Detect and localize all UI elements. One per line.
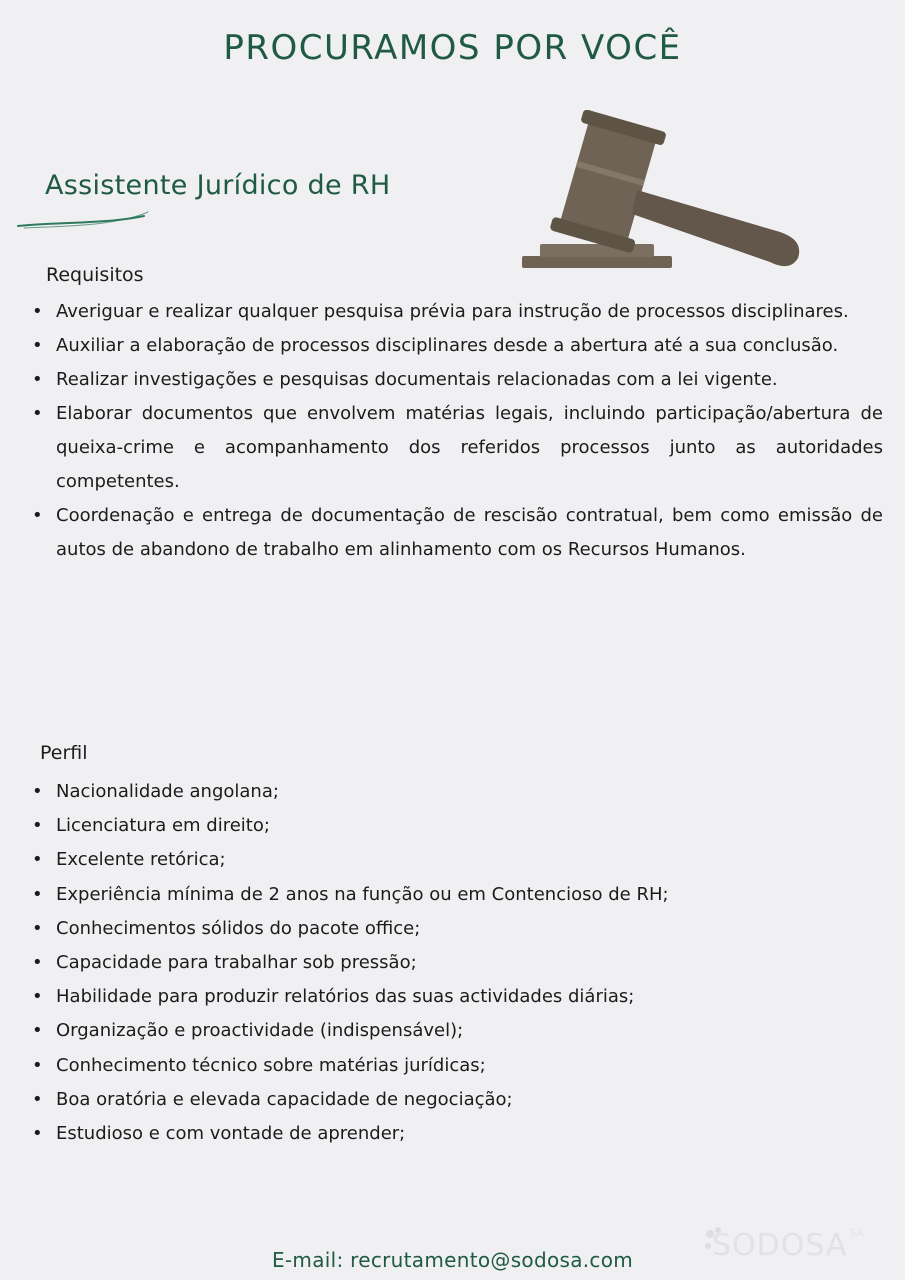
requisitos-label: Requisitos xyxy=(46,264,144,286)
requisitos-list xyxy=(30,295,883,567)
gavel-icon xyxy=(512,110,812,275)
perfil-item: • Boa oratória e elevada capacidade de negociação; xyxy=(30,1083,883,1117)
requisito-item: • Elaborar documentos que envolvem matérias legais, incluindo participação/abertura de queixa-crime e acompanhamento dos referidos processos junto as autoridades competentes. xyxy=(30,397,883,499)
perfil-item: • Experiência mínima de 2 anos na função ou em Contencioso de RH; xyxy=(30,878,883,912)
job-title: Assistente Jurídico de RH xyxy=(45,170,391,201)
page-title: PROCURAMOS POR VOCÊ xyxy=(223,28,682,68)
contact-email[interactable]: E-mail: recrutamento@sodosa.com xyxy=(271,1248,634,1272)
perfil-item: • Capacidade para trabalhar sob pressão; xyxy=(30,946,883,980)
watermark-suffix: SA xyxy=(849,1228,865,1239)
requisito-item: • Averiguar e realizar qualquer pesquisa prévia para instrução de processos disciplinares. xyxy=(30,295,883,329)
perfil-item: • Conhecimentos sólidos do pacote office; xyxy=(30,912,883,946)
perfil-item: • Conhecimento técnico sobre matérias jurídicas; xyxy=(30,1049,883,1083)
perfil-item: • Estudioso e com vontade de aprender; xyxy=(30,1117,883,1151)
perfil-item: • Licenciatura em direito; xyxy=(30,809,883,843)
perfil-label: Perfil xyxy=(40,742,88,764)
perfil-item: • Habilidade para produzir relatórios das suas actividades diárias; xyxy=(30,980,883,1014)
watermark-logo xyxy=(712,1228,865,1263)
swoosh-decoration xyxy=(16,206,156,230)
perfil-item: • Nacionalidade angolana; xyxy=(30,775,883,809)
perfil-item: • Organização e proactividade (indispensável); xyxy=(30,1014,883,1048)
perfil-item: • Excelente retórica; xyxy=(30,843,883,877)
perfil-list xyxy=(30,775,883,1151)
requisito-item: • Coordenação e entrega de documentação de rescisão contratual, bem como emissão de autos de abandono de trabalho em alinhamento com os Recursos Humanos. xyxy=(30,499,883,567)
watermark-brand: SODOSA xyxy=(712,1228,848,1263)
requisito-item: • Auxiliar a elaboração de processos disciplinares desde a abertura até a sua conclusão. xyxy=(30,329,883,363)
requisito-item: • Realizar investigações e pesquisas documentais relacionadas com a lei vigente. xyxy=(30,363,883,397)
